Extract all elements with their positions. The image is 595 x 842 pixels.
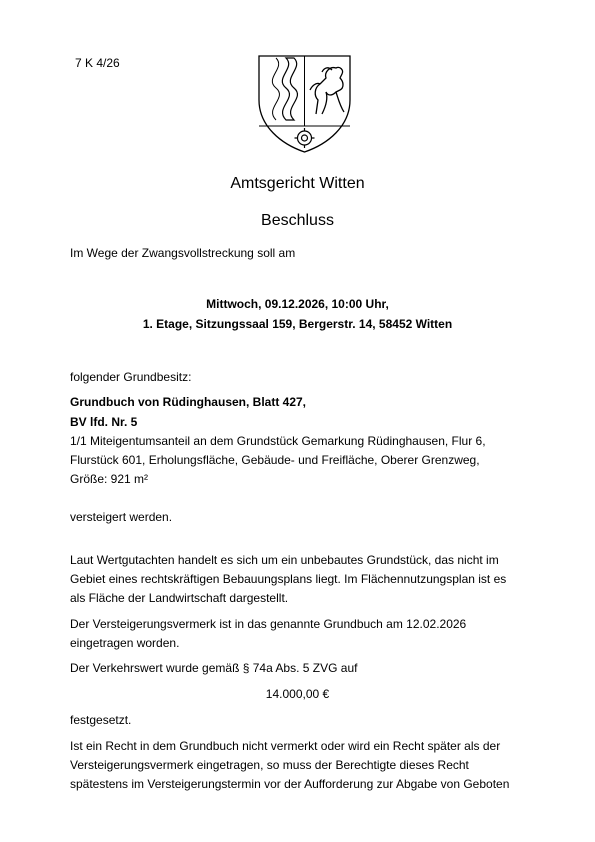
property-description-line: Größe: 921 m² — [70, 472, 149, 486]
property-description-line: Flurstück 601, Erholungsfläche, Gebäude- und Freifläche, Oberer Grenzweg, — [70, 453, 480, 467]
rights-line: Versteigerungsvermerk eingetragen, so muss der Berechtigte dieses Recht — [70, 758, 469, 772]
rights-line: spätestens im Versteigerungstermin vor der Aufforderung zur Abgabe von Geboten — [70, 777, 510, 791]
valuation-line: Laut Wertgutachten handelt es sich um ein unbebautes Grundstück, das nicht im — [70, 553, 499, 567]
market-value-intro: Der Verkehrswert wurde gemäß § 74a Abs. 5 ZVG auf — [70, 661, 358, 675]
intro-text: Im Wege der Zwangsvollstreckung soll am — [70, 246, 296, 260]
appointment-date-time: Mittwoch, 09.12.2026, 10:00 Uhr, — [206, 297, 389, 311]
property-register-line: Grundbuch von Rüdinghausen, Blatt 427, — [70, 395, 307, 409]
file-reference: 7 K 4/26 — [75, 56, 120, 70]
auction-phrase: versteigert werden. — [70, 510, 173, 524]
state-coat-of-arms-icon — [256, 48, 353, 156]
registration-line: eingetragen worden. — [70, 636, 180, 650]
registration-line: Der Versteigerungsvermerk ist in das genannte Grundbuch am 12.02.2026 — [70, 617, 467, 631]
fixed-phrase: festgesetzt. — [70, 713, 132, 727]
property-description-line: 1/1 Miteigentumsanteil an dem Grundstück Gemarkung Rüdinghausen, Flur 6, — [70, 434, 486, 448]
valuation-line: als Fläche der Landwirtschaft dargestellt. — [70, 591, 289, 605]
property-intro: folgender Grundbesitz: — [70, 370, 192, 384]
appointment-location: 1. Etage, Sitzungssaal 159, Bergerstr. 14, 58452 Witten — [142, 317, 453, 331]
document-title: Beschluss — [261, 212, 334, 229]
court-name: Amtsgericht Witten — [230, 175, 365, 192]
market-value: 14.000,00 € — [265, 687, 330, 701]
valuation-line: Gebiet eines rechtskräftigen Bebauungsplans liegt. Im Flächennutzungsplan ist es — [70, 572, 507, 586]
rights-line: Ist ein Recht in dem Grundbuch nicht vermerkt oder wird ein Recht später als der — [70, 739, 501, 753]
property-bv-line: BV lfd. Nr. 5 — [70, 415, 138, 429]
